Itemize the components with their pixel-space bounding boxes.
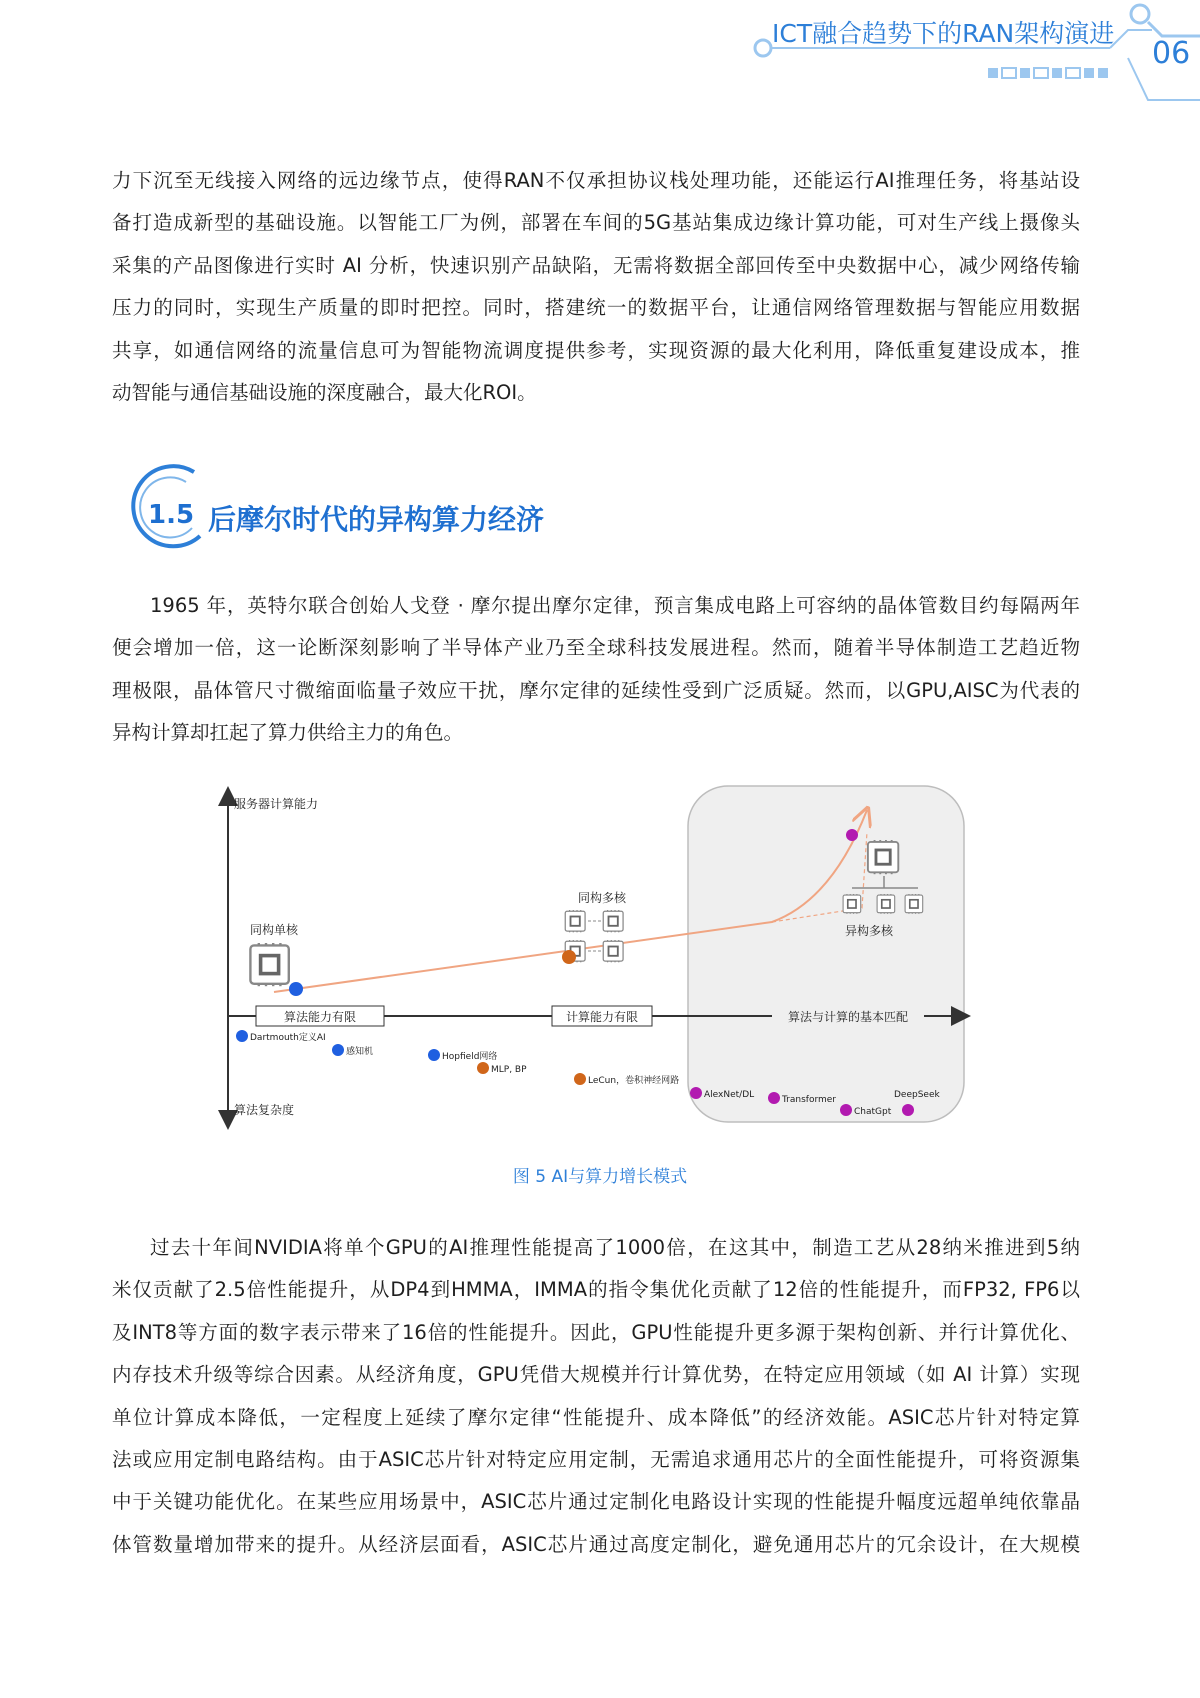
milestone-label: ChatGpt: [854, 1107, 892, 1117]
milestone-label: Dartmouth定义AI: [250, 1033, 326, 1043]
milestone: [428, 1049, 497, 1062]
section-paragraph: [112, 585, 1080, 755]
hetero-dot: [846, 829, 858, 841]
ai-compute-growth-figure: [212, 780, 974, 1132]
text-line: 米仅贡献了2.5倍性能提升，从DP4到HMMA，IMMA的指令集优化贡献了12倍的性能提升，而FP32, FP6以: [112, 1278, 1080, 1302]
y-axis-top-label: 服务器计算能力: [234, 797, 319, 811]
limit-label-compute: 计算能力有限: [565, 1010, 639, 1024]
text-line: 理极限，晶体管尺寸微缩面临量子效应干扰，摩尔定律的延续性受到广泛质疑。然而，以GPU,AISC为代表的: [112, 678, 1080, 702]
limit-label-matched: 算法与计算的基本匹配: [787, 1010, 909, 1024]
milestone-label: DeepSeek: [894, 1090, 940, 1100]
text-line: 备打造成新型的基础设施。以智能工厂为例，部署在车间的5G基站集成边缘计算功能，可对生产线上摄像头: [112, 211, 1080, 235]
y-axis-bottom-label: 算法复杂度: [234, 1103, 295, 1117]
milestone-label: LeCun，卷积神经网路: [588, 1076, 680, 1086]
stage-label-hetero: 异构多核: [844, 924, 894, 938]
multi-core-dot: [562, 950, 576, 964]
intro-paragraph: [112, 160, 1080, 414]
text-line: 单位计算成本降低，一定程度上延续了摩尔定律“性能提升、成本降低”的经济效能。ASIC芯片针对特定算: [112, 1405, 1080, 1429]
milestone-label: MLP, BP: [491, 1065, 527, 1075]
text-line: 压力的同时，实现生产质量的即时把控。同时，搭建统一的数据平台，让通信网络管理数据与智能应用数据: [112, 296, 1080, 320]
milestone: [574, 1073, 679, 1086]
stage-label-multi-core: 同构多核: [577, 891, 627, 905]
figure-caption: 图 5 AI与算力增长模式: [512, 1167, 688, 1187]
milestone: [236, 1030, 326, 1043]
text-line: 内存技术升级等综合因素。从经济角度，GPU凭借大规模并行计算优势，在特定应用领域（如 AI 计算）实现: [112, 1363, 1080, 1387]
text-line: 1965 年，英特尔联合创始人戈登 · 摩尔提出摩尔定律，预言集成电路上可容纳的晶体管数目约每隔两年: [150, 594, 1080, 617]
text-line: 异构计算却扛起了算力供给主力的角色。: [112, 721, 464, 745]
section-number: 1.5: [148, 500, 195, 530]
section-title: 后摩尔时代的异构算力经济: [208, 503, 545, 536]
single-core-dot: [289, 982, 303, 996]
final-paragraph: [112, 1227, 1080, 1566]
text-line: 体管数量增加带来的提升。从经济层面看，ASIC芯片通过高度定制化，避免通用芯片的冗余设计，在大规模: [112, 1532, 1080, 1556]
single-core-chip-icon: [250, 943, 288, 986]
milestone-label: Hopfield网络: [442, 1052, 498, 1062]
text-line: 法或应用定制电路结构。由于ASIC芯片针对特定应用定制，无需追求通用芯片的全面性能提升，可将资源集: [112, 1448, 1080, 1472]
text-line: 及INT8等方面的数字表示带来了16倍的性能提升。因此，GPU性能提升更多源于架构创新、并行计算优化、: [112, 1320, 1080, 1344]
page-number: 06: [1152, 36, 1191, 71]
milestone-label: AlexNet/DL: [704, 1090, 755, 1100]
text-line: 采集的产品图像进行实时 AI 分析，快速识别产品缺陷，无需将数据全部回传至中央数据中心，减少网络传输: [112, 253, 1080, 277]
text-line: 共享，如通信网络的流量信息可为智能物流调度提供参考，实现资源的最大化利用，降低重复建设成本，推: [112, 338, 1080, 362]
text-line: 过去十年间NVIDIA将单个GPU的AI推理性能提高了1000倍，在这其中，制造工艺从28纳米推进到5纳: [150, 1236, 1080, 1259]
text-line: 便会增加一倍，这一论断深刻影响了半导体产业乃至全球科技发展进程。然而，随着半导体制造工艺趋近物: [112, 636, 1080, 660]
running-header-title: ICT融合趋势下的RAN架构演进: [772, 19, 1115, 48]
milestone: [477, 1062, 527, 1075]
text-line: 中于关键功能优化。在某些应用场景中，ASIC芯片通过定制化电路设计实现的性能提升幅度远超单纯依靠晶: [112, 1490, 1080, 1514]
text-line: 动智能与通信基础设施的深度融合，最大化ROI。: [112, 381, 537, 405]
limit-label-algorithm: 算法能力有限: [283, 1010, 357, 1024]
milestone: [332, 1044, 373, 1057]
text-line: 力下沉至无线接入网络的远边缘节点，使得RAN不仅承担协议栈处理功能，还能运行AI推理任务，将基站设: [112, 169, 1080, 192]
milestone-label: 感知机: [346, 1047, 374, 1057]
heterogeneous-era-panel: [688, 786, 964, 1122]
stage-label-single-core: 同构单核: [249, 923, 299, 937]
milestone-label: Transformer: [782, 1095, 837, 1105]
